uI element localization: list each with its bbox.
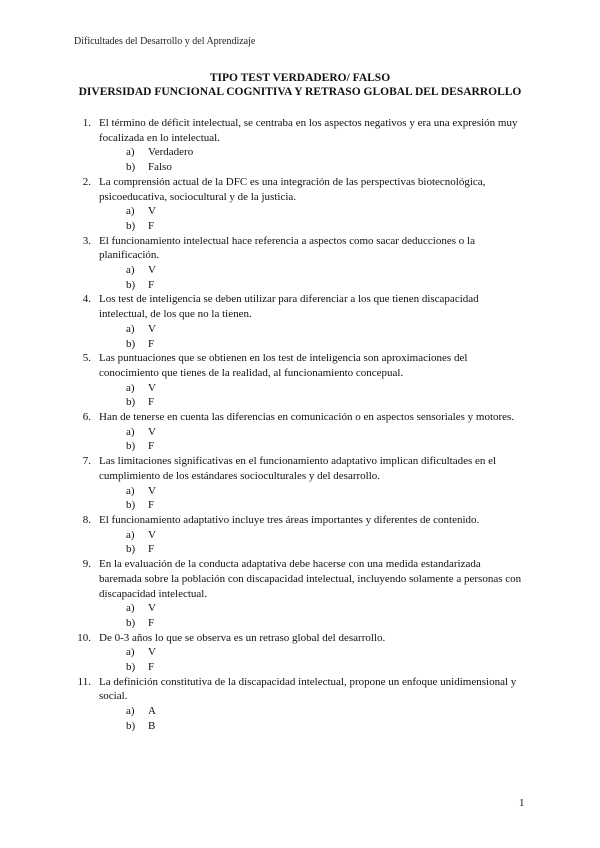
question-row [74, 116, 526, 145]
option-text: V [148, 528, 156, 541]
question-item [74, 557, 526, 631]
option-letter: b) [126, 543, 136, 556]
option-letter: b) [126, 337, 136, 350]
option-letter: b) [126, 499, 136, 512]
question-list [74, 116, 526, 734]
title-subject: DIVERSIDAD FUNCIONAL COGNITIVA Y RETRASO GLOBAL DEL DESARROLLO [78, 86, 522, 98]
question-number: 8. [82, 513, 91, 526]
title-test-type: TIPO TEST VERDADERO/ FALSO [209, 72, 391, 84]
option-letter: a) [126, 528, 135, 541]
answer-option [74, 395, 526, 410]
question-row [74, 513, 526, 528]
question-number: 6. [82, 411, 91, 424]
question-row [74, 234, 526, 263]
question-row [74, 292, 526, 321]
option-text: F [148, 499, 155, 512]
answer-option [74, 719, 526, 734]
question-number: 11. [77, 675, 91, 688]
question-text: Han de tenerse en cuenta las diferencias en comunicación o en aspectos sensoriales y motores. [99, 411, 515, 424]
question-row [74, 631, 526, 646]
answer-option [74, 160, 526, 175]
option-text: V [148, 381, 156, 394]
option-letter: b) [126, 719, 136, 732]
option-letter: a) [126, 705, 135, 718]
page-number: 1 [519, 797, 525, 809]
option-letter: a) [126, 264, 135, 277]
question-item [74, 513, 526, 557]
answer-option [74, 616, 526, 631]
question-text: De 0-3 años lo que se observa es un retraso global del desarrollo. [99, 631, 386, 644]
answer-option [74, 337, 526, 352]
option-letter: b) [126, 440, 136, 453]
option-text: F [148, 396, 155, 409]
question-row [74, 175, 526, 204]
answer-option [74, 645, 526, 660]
question-item [74, 116, 526, 175]
question-number: 4. [82, 293, 91, 306]
question-item [74, 234, 526, 293]
question-row [74, 410, 526, 425]
option-text: F [148, 661, 155, 674]
answer-option [74, 219, 526, 234]
option-letter: b) [126, 661, 136, 674]
option-letter: a) [126, 146, 135, 159]
question-text: La definición constitutiva de la discapacidad intelectual, propone un enfoque unidimensional y social. [99, 675, 517, 703]
option-text: Falso [148, 161, 172, 174]
question-text: Las puntuaciones que se obtienen en los test de inteligencia son aproximaciones del conocimiento que tienes de la realidad, al funcionamiento concepual. [99, 352, 468, 379]
option-text: F [148, 543, 155, 556]
question-text: El término de déficit intelectual, se centraba en los aspectos negativos y era una expresión muy focalizada en lo intelectual. [99, 117, 518, 144]
option-text: V [148, 205, 156, 218]
question-text: El funcionamiento intelectual hace referencia a aspectos como sacar deducciones o la planificación. [99, 234, 475, 262]
question-text: El funcionamiento adaptativo incluye tres áreas importantes y diferentes de contenido. [99, 513, 480, 526]
option-text: V [148, 425, 156, 438]
question-row [74, 351, 526, 380]
option-letter: a) [126, 602, 135, 615]
question-number: 3. [82, 234, 91, 247]
question-item [74, 631, 526, 675]
question-item [74, 454, 526, 513]
answer-option [74, 439, 526, 454]
running-header: Dificultades del Desarrollo y del Aprendizaje [74, 36, 256, 47]
option-letter: b) [126, 278, 136, 291]
question-number: 9. [82, 558, 91, 571]
document-titles [0, 71, 600, 99]
answer-option [74, 204, 526, 219]
option-text: A [148, 705, 156, 718]
option-letter: a) [126, 381, 135, 394]
option-text: V [148, 322, 156, 335]
question-item [74, 675, 526, 734]
question-number: 7. [82, 455, 91, 468]
question-number: 2. [82, 175, 91, 188]
question-text: La comprensión actual de la DFC es una integración de las perspectivas biotecnológica, psicoeducativa, sociocultural y de la justicia. [99, 175, 486, 203]
question-item [74, 351, 526, 410]
option-letter: b) [126, 219, 136, 232]
answer-option [74, 484, 526, 499]
question-row [74, 675, 526, 704]
answer-option [74, 601, 526, 616]
question-text: Las limitaciones significativas en el funcionamiento adaptativo implican dificultades en el cumplimiento de los estándares socioculturales y del desarrollo. [99, 455, 497, 482]
question-number: 10. [77, 631, 91, 644]
option-letter: b) [126, 616, 136, 629]
option-text: B [148, 719, 156, 732]
question-item [74, 175, 526, 234]
question-number: 1. [82, 117, 91, 129]
option-text: V [148, 602, 156, 615]
answer-option [74, 322, 526, 337]
answer-option [74, 704, 526, 719]
answer-option [74, 498, 526, 513]
question-text: En la evaluación de la conducta adaptativa debe hacerse con una medida estandarizada baremada sobre la población con discapacidad intelectual, incluyendo solamente a personas con discapacidad intelectual. [99, 558, 522, 600]
answer-option [74, 263, 526, 278]
answer-option [74, 381, 526, 396]
option-letter: a) [126, 484, 135, 497]
answer-option [74, 145, 526, 160]
question-item [74, 292, 526, 351]
question-row [74, 454, 526, 483]
option-letter: a) [126, 646, 135, 659]
answer-option [74, 542, 526, 557]
question-number: 5. [82, 352, 91, 365]
option-letter: a) [126, 205, 135, 218]
option-letter: b) [126, 396, 136, 409]
answer-option [74, 278, 526, 293]
option-letter: b) [126, 161, 136, 174]
option-text: Verdadero [148, 146, 194, 159]
option-text: V [148, 646, 156, 659]
option-text: F [148, 616, 155, 629]
option-text: F [148, 278, 155, 291]
question-item [74, 410, 526, 454]
option-text: F [148, 440, 155, 453]
answer-option [74, 660, 526, 675]
option-letter: a) [126, 425, 135, 438]
answer-option [74, 425, 526, 440]
option-text: F [148, 337, 155, 350]
question-row [74, 557, 526, 601]
option-text: V [148, 484, 156, 497]
answer-option [74, 528, 526, 543]
option-text: F [148, 219, 155, 232]
question-text: Los test de inteligencia se deben utilizar para diferenciar a los que tienen discapacidad intelectual, de los que no la tienen. [99, 293, 479, 321]
option-text: V [148, 264, 156, 277]
option-letter: a) [126, 322, 135, 335]
